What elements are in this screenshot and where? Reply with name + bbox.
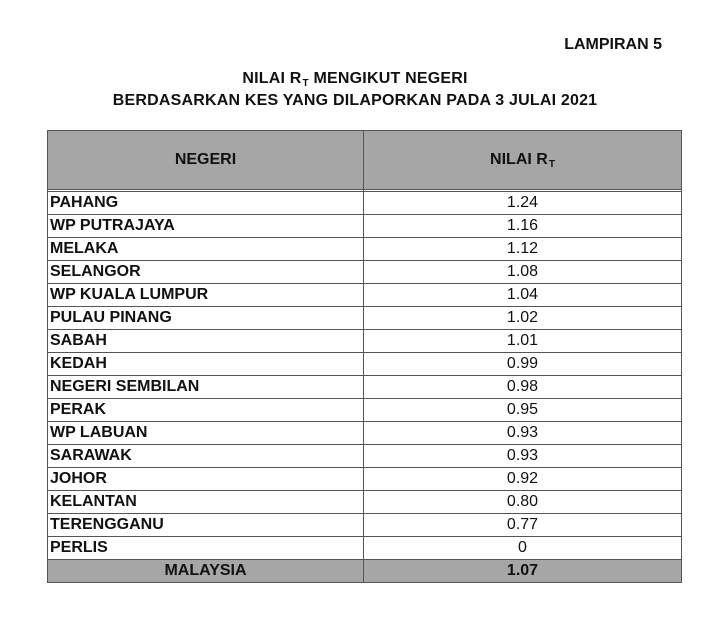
appendix-label: LAMPIRAN 5 xyxy=(564,36,662,53)
document-title xyxy=(0,70,710,89)
rt-value: 1.08 xyxy=(364,261,682,284)
state-name: PAHANG xyxy=(48,192,364,215)
state-name: TERENGGANU xyxy=(48,514,364,537)
title-subscript: T xyxy=(302,78,309,89)
table-row xyxy=(48,284,682,307)
total-value: 1.07 xyxy=(364,560,682,583)
state-name: PERAK xyxy=(48,399,364,422)
state-name: SELANGOR xyxy=(48,261,364,284)
table-row xyxy=(48,399,682,422)
table-row xyxy=(48,192,682,215)
state-name: SARAWAK xyxy=(48,445,364,468)
rt-value: 0.99 xyxy=(364,353,682,376)
title-suffix: MENGIKUT NEGERI xyxy=(308,70,468,87)
table-row xyxy=(48,307,682,330)
state-name: KEDAH xyxy=(48,353,364,376)
rt-value: 0.93 xyxy=(364,445,682,468)
table-row xyxy=(48,238,682,261)
state-name: MELAKA xyxy=(48,238,364,261)
table-header-row xyxy=(48,131,682,190)
table-row xyxy=(48,330,682,353)
state-name: KELANTAN xyxy=(48,491,364,514)
rt-value: 0.98 xyxy=(364,376,682,399)
table-row xyxy=(48,261,682,284)
rt-value: 1.01 xyxy=(364,330,682,353)
state-name: NEGERI SEMBILAN xyxy=(48,376,364,399)
document-subtitle: BERDASARKAN KES YANG DILAPORKAN PADA 3 JULAI 2021 xyxy=(112,92,598,109)
table-row xyxy=(48,468,682,491)
table-row xyxy=(48,353,682,376)
rt-value: 1.12 xyxy=(364,238,682,261)
rt-value: 0 xyxy=(364,537,682,560)
table-row xyxy=(48,491,682,514)
rt-value: 0.77 xyxy=(364,514,682,537)
rt-table xyxy=(47,130,682,583)
table-row xyxy=(48,376,682,399)
rt-value: 1.02 xyxy=(364,307,682,330)
state-name: WP KUALA LUMPUR xyxy=(48,284,364,307)
total-row xyxy=(48,560,682,583)
state-name: SABAH xyxy=(48,330,364,353)
state-name: WP LABUAN xyxy=(48,422,364,445)
rt-value: 1.04 xyxy=(364,284,682,307)
header-value-prefix: NILAI R xyxy=(490,150,548,168)
table-row xyxy=(48,537,682,560)
state-name: PERLIS xyxy=(48,537,364,560)
rt-value: 0.92 xyxy=(364,468,682,491)
rt-value: 0.80 xyxy=(364,491,682,514)
table-body xyxy=(48,190,682,560)
state-name: PULAU PINANG xyxy=(48,307,364,330)
rt-value: 0.93 xyxy=(364,422,682,445)
header-value xyxy=(364,131,682,190)
rt-value: 0.95 xyxy=(364,399,682,422)
header-state: NEGERI xyxy=(48,131,364,190)
rt-value: 1.24 xyxy=(364,192,682,215)
header-value-subscript: T xyxy=(548,158,555,170)
rt-value: 1.16 xyxy=(364,215,682,238)
table-row xyxy=(48,215,682,238)
state-name: JOHOR xyxy=(48,468,364,491)
state-name: WP PUTRAJAYA xyxy=(48,215,364,238)
table-row xyxy=(48,445,682,468)
title-prefix: NILAI R xyxy=(242,70,302,87)
total-label: MALAYSIA xyxy=(48,560,364,583)
table-row xyxy=(48,514,682,537)
table-row xyxy=(48,422,682,445)
